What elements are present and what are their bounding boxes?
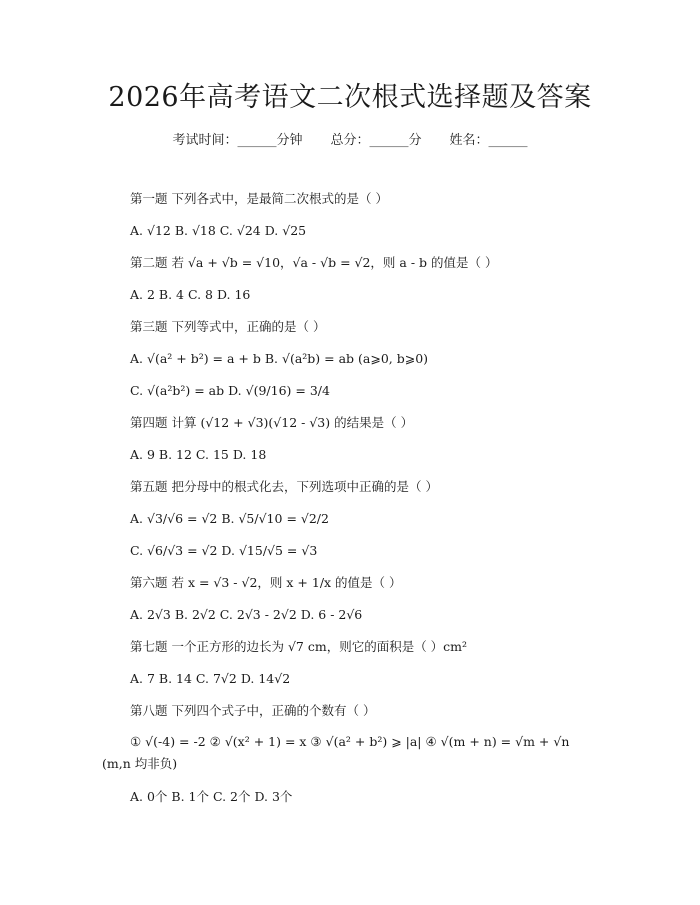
question-3-options-cd: C. √(a²b²) = ab D. √(9/16) = 3/4 [130,383,330,398]
question-1-options: A. √12 B. √18 C. √24 D. √25 [130,223,307,238]
question-7-options: A. 7 B. 14 C. 7√2 D. 14√2 [130,671,291,686]
page-title: 2026年高考语文二次根式选择题及答案 [108,82,592,113]
total-score-field: 总分：______分 [330,133,422,148]
question-2-stem: 第二题 若 √a + √b = √10，√a - √b = √2，则 a - b 的值是（ ） [130,255,498,270]
question-8-options: A. 0个 B. 1个 C. 2个 D. 3个 [130,789,293,804]
question-2-options: A. 2 B. 4 C. 8 D. 16 [130,287,251,302]
question-6-stem: 第六题 若 x = √3 - √2，则 x + 1/x 的值是（ ） [130,575,402,590]
question-4-options: A. 9 B. 12 C. 15 D. 18 [130,447,267,462]
question-3-stem: 第三题 下列等式中，正确的是（ ） [130,319,326,334]
question-5-options-ab: A. √3/√6 = √2 B. √5/√10 = √2/2 [130,511,329,526]
exam-info [0,131,700,151]
exam-time-field: 考试时间：______分钟 [172,133,303,148]
question-1-stem: 第一题 下列各式中，是最简二次根式的是（ ） [130,191,388,206]
name-field: 姓名：______ [449,133,528,148]
question-5-options-cd: C. √6/√3 = √2 D. √15/√5 = √3 [130,543,318,558]
question-3-options-ab: A. √(a² + b²) = a + b B. √(a²b) = ab (a⩾0, b⩾0) [130,351,429,366]
question-8-statements: ① √(-4) = -2 ② √(x² + 1) = x ③ √(a² + b²) ⩾ |a| ④ √(m + n) = √m + √n (m,n 均非负) [102,734,570,771]
question-6-options: A. 2√3 B. 2√2 C. 2√3 - 2√2 D. 6 - 2√6 [130,607,363,622]
question-7-stem: 第七题 一个正方形的边长为 √7 cm，则它的面积是（ ）cm² [130,639,468,654]
question-4-stem: 第四题 计算 (√12 + √3)(√12 - √3) 的结果是（ ） [130,415,414,430]
question-5-stem: 第五题 把分母中的根式化去，下列选项中正确的是（ ） [130,479,438,494]
question-8-stem: 第八题 下列四个式子中，正确的个数有（ ） [130,703,376,718]
